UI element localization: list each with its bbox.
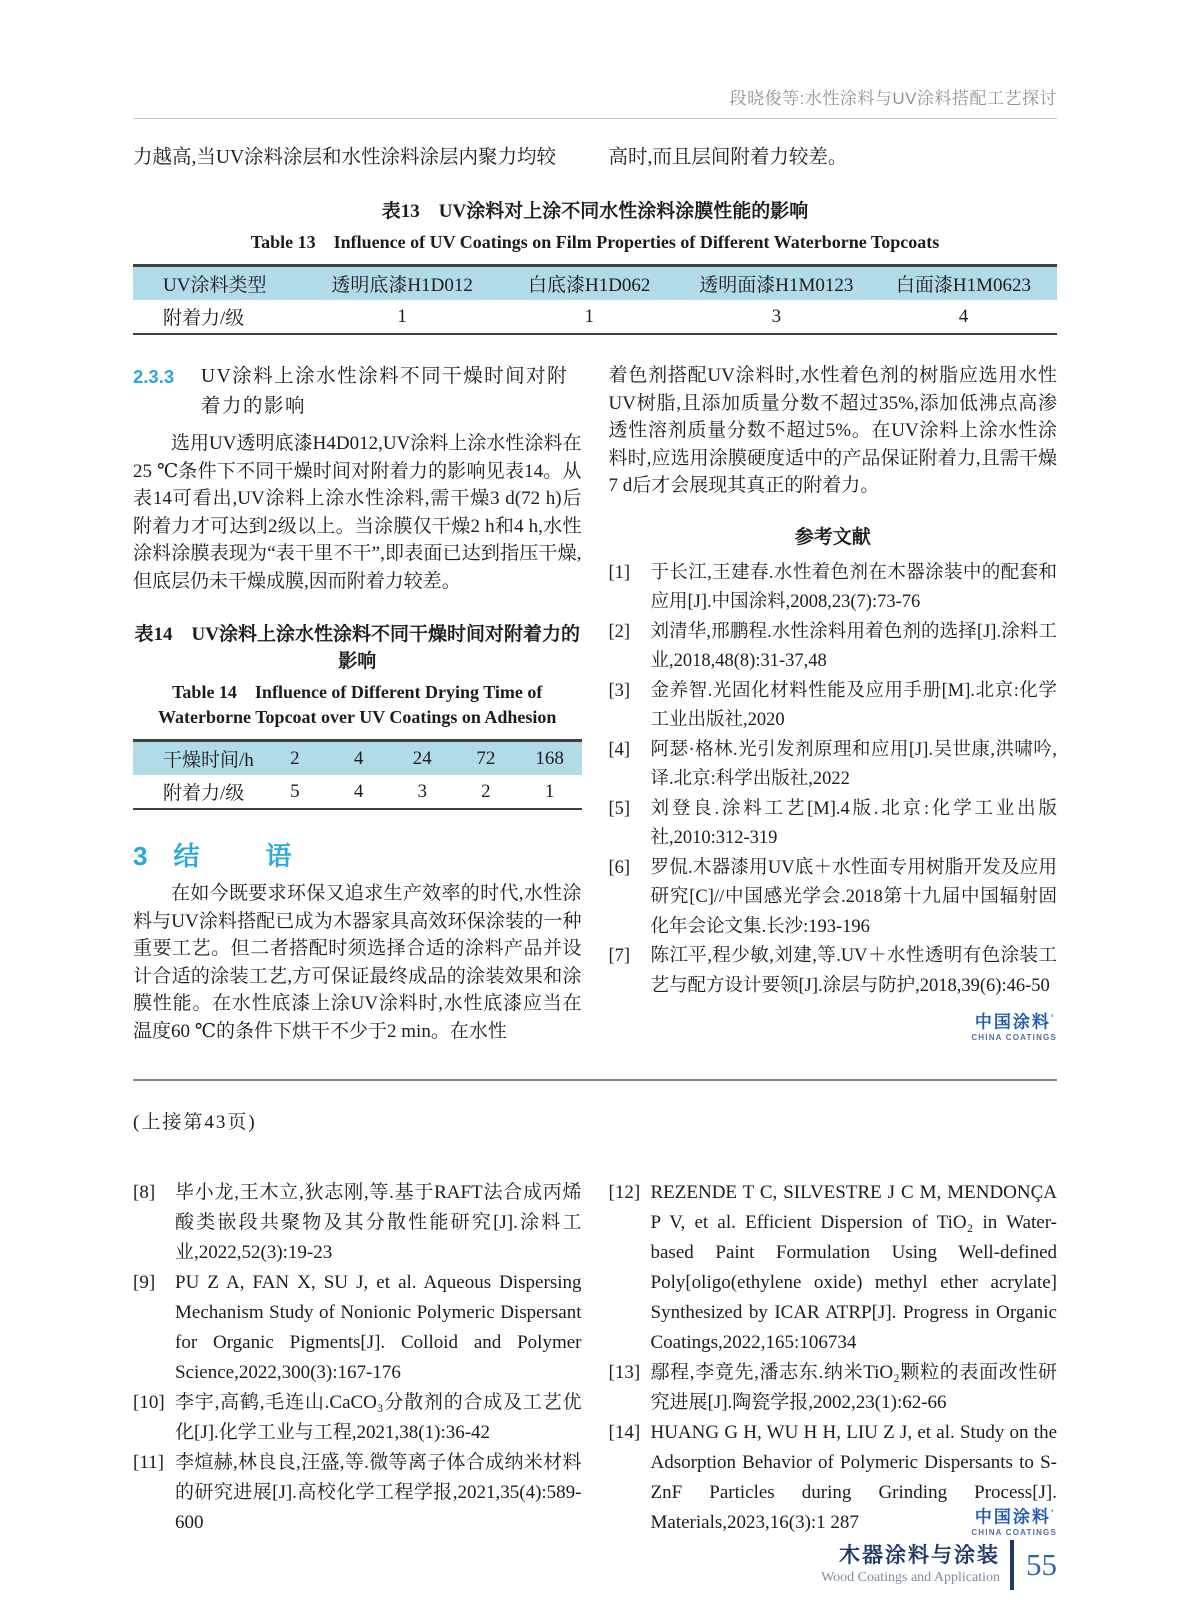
- section-3-heading: [133, 840, 582, 872]
- table13-cell: 1: [584, 305, 594, 327]
- table13-header-cell: UV涂料类型: [133, 266, 309, 301]
- intro-right-line: 高时,而且层间附着力较差。: [608, 147, 848, 168]
- reference-item: [609, 1178, 1058, 1358]
- reference-item: [609, 1358, 1058, 1418]
- logo-trademark-icon: ’: [1050, 1508, 1054, 1518]
- table13: [133, 264, 1057, 335]
- table14-caption-en: Table 14 Influence of Different Drying Time of Waterborne Topcoat over UV Coatings on Adhesion: [158, 682, 557, 727]
- reference-number: [7]: [608, 946, 631, 966]
- reference-item: [609, 795, 1058, 854]
- reference-number: [11]: [133, 1452, 164, 1473]
- table13-caption-cn: 表13 UV涂料对上涂不同水性涂料涂膜性能的影响: [381, 201, 809, 222]
- reference-number: [2]: [608, 621, 631, 642]
- table13-header-row: [133, 266, 1057, 301]
- table14-header-cell: 24: [390, 741, 454, 776]
- table13-cell: 1: [397, 305, 407, 327]
- table13-header-cell: 白面漆H1M0623: [870, 266, 1057, 301]
- table13-header-cell: 透明面漆H1M0123: [683, 266, 870, 301]
- table14-cell: 3: [417, 780, 427, 802]
- table13-data-row: [133, 300, 1057, 334]
- reference-number: [12]: [608, 1182, 641, 1203]
- reference-item: [609, 559, 1058, 618]
- right-top-paragraph: 着色剂搭配UV涂料时,水性着色剂的树脂应选用水性UV树脂,且添加质量分数不超过35%,添加低沸点高渗透性溶剂质量分数不超过5%。在UV涂料上涂水性涂料时,应选用涂膜硬度适中的产品保证附着力,且需干燥7 d后才会展现其真正的附着力。: [608, 365, 1057, 496]
- reference-text: 金养智.光固化材料性能及应用手册[M].北京:化学工业出版社,2020: [650, 680, 1057, 730]
- lower-left-column: [133, 1178, 582, 1540]
- continuation-note: (上接第43页): [133, 1112, 257, 1133]
- table14: [133, 739, 582, 810]
- reference-text: 毕小龙,王木立,狄志刚,等.基于RAFT法合成丙烯酸类嵌段共聚物及其分散性能研究[J].涂料工业,2022,52(3):19-23: [175, 1182, 582, 1263]
- reference-item: [609, 854, 1058, 943]
- logo-subtitle: CHINA COATINGS: [971, 1032, 1057, 1042]
- logo-text: 中国涂料: [974, 1507, 1051, 1527]
- reference-text: 罗侃.木器漆用UV底＋水性面专用树脂开发及应用研究[C]//中国感光学会.2018第十九届中国辐射固化年会论文集.长沙:193-196: [650, 857, 1057, 937]
- reference-text: 李宇,高鹤,毛连山.CaCO₃分散剂的合成及工艺优化[J].化学工业与工程,2021,38(1):36-42: [175, 1392, 582, 1443]
- reference-item: [133, 1268, 582, 1388]
- right-column: [609, 362, 1058, 1045]
- table14-header-cell: 4: [327, 741, 391, 776]
- journal-title-en: Wood Coatings and Application: [821, 1569, 1000, 1585]
- lower-columns: [133, 1178, 1057, 1540]
- reference-text: REZENDE T C, SILVESTRE J C M, MENDONÇA P V, et al. Efficient Dispersion of TiO₂ in Water-based Paint Formulation Using Well-defined Poly[oligo(ethylene oxide) methyl ether acrylate] Synthesized by ICAR ATRP[J]. Progress in Organic Coatings,2022,165:106734: [650, 1182, 1057, 1353]
- table13-cell: 4: [958, 305, 969, 327]
- lower-right-column: [609, 1178, 1058, 1540]
- logo-subtitle: CHINA COATINGS: [971, 1527, 1057, 1537]
- intro-row: [133, 144, 1057, 172]
- reference-item: [609, 677, 1058, 736]
- reference-text: 于长江,王建春.水性着色剂在木器涂装中的配套和应用[J].中国涂料,2008,23(7):73-76: [650, 562, 1057, 612]
- reference-item: [133, 1178, 582, 1268]
- reference-text: 李煊赫,林良良,汪盛,等.微等离子体合成纳米材料的研究进展[J].高校化学工程学报,2021,35(4):589-600: [175, 1452, 582, 1533]
- section-number: 3: [133, 841, 148, 871]
- reference-item: [609, 618, 1058, 677]
- section-number: 2.3.3: [133, 366, 175, 387]
- reference-number: [6]: [608, 857, 631, 878]
- section-2-3-3-paragraph: 选用UV透明底漆H4D012,UV涂料上涂水性涂料在25 ℃条件下不同干燥时间对附着力的影响见表14。从表14可看出,UV涂料上涂水性涂料,需干燥3 d(72 h)后附着力才可达到2级以上。当涂膜仅干燥2 h和4 h,水性涂料涂膜表现为“表干里不干”,即表面已达到指压干燥,但底层仍未干燥成膜,因而附着力较差。: [133, 433, 582, 592]
- table13-header-cell: 白底漆H1D062: [496, 266, 683, 301]
- table14-header-cell: 72: [454, 741, 518, 776]
- table14-data-row: [133, 775, 582, 809]
- reference-text: 陈江平,程少敏,刘建,等.UV＋水性透明有色涂装工艺与配方设计要领[J].涂层与防护,2018,39(6):46-50: [650, 946, 1057, 996]
- table13-header-cell: 透明底漆H1D012: [309, 266, 496, 301]
- reference-number: [10]: [133, 1392, 165, 1413]
- section-2-3-3-heading: [133, 362, 582, 422]
- table14-header-cell: 干燥时间/h: [133, 741, 263, 776]
- references-heading: 参考文献: [794, 526, 871, 548]
- table13-caption-en: Table 13 Influence of UV Coatings on Film Properties of Different Waterborne Topcoats: [250, 232, 940, 252]
- reference-number: [3]: [608, 680, 631, 701]
- reference-text: 阿瑟·格林.光引发剂原理和应用[J].吴世康,洪啸吟,译.北京:科学出版社,2022: [650, 739, 1057, 789]
- section-divider: [133, 1079, 1057, 1081]
- reference-item: [609, 942, 1058, 1001]
- left-column: [133, 362, 582, 1045]
- reference-item: [133, 1388, 582, 1448]
- section-title: UV涂料上涂水性涂料不同干燥时间对附着力的影响: [201, 366, 569, 417]
- reference-number: [14]: [608, 1422, 641, 1443]
- reference-number: [5]: [608, 798, 631, 819]
- reference-number: [9]: [133, 1272, 156, 1293]
- main-columns: [133, 362, 1057, 1045]
- header-rule: [133, 118, 1057, 119]
- reference-text: 刘登良.涂料工艺[M].4版.北京:化学工业出版社,2010:312-319: [650, 798, 1057, 848]
- table14-header-cell: 168: [518, 741, 582, 776]
- reference-text: PU Z A, FAN X, SU J, et al. Aqueous Dispersing Mechanism Study of Nonionic Polymeric Dispersant for Organic Pigments[J]. Colloid and Polymer Science,2022,300(3):167-176: [175, 1272, 582, 1383]
- table14-caption-cn: 表14 UV涂料上涂水性涂料不同干燥时间对附着力的影响: [134, 624, 580, 672]
- table14-cell: 5: [290, 780, 300, 802]
- reference-text: 刘清华,邢鹏程.水性涂料用着色剂的选择[J].涂料工业,2018,48(8):31-37,48: [650, 621, 1057, 671]
- table14-header-cell: 2: [263, 741, 327, 776]
- conclusion-paragraph: 在如今既要求环保又追求生产效率的时代,水性涂料与UV涂料搭配已成为木器家具高效环保涂装的一种重要工艺。但二者搭配时须选择合适的涂料产品并设计合适的涂装工艺,方可保证最终成品的涂装效果和涂膜性能。在水性底漆上涂UV涂料时,水性底漆应当在温度60 ℃的条件下烘干不少于2 min。在水性: [133, 883, 582, 1042]
- intro-left-line: 力越高,当UV涂料涂层和水性涂料涂层内聚力均较: [133, 147, 557, 168]
- table14-header-row: [133, 741, 582, 776]
- table14-cell: 2: [481, 780, 491, 802]
- reference-item: [133, 1448, 582, 1538]
- reference-text: HUANG G H, WU H H, LIU Z J, et al. Study on the Adsorption Behavior of Polymeric Dispersants to S-ZnF Particles during Grinding Process[J]. Materials,2023,16(3):1 287: [650, 1422, 1057, 1533]
- table14-cell: 附着力/级: [163, 783, 245, 804]
- reference-item: [609, 736, 1058, 795]
- china-coatings-logo: [609, 1009, 1058, 1045]
- reference-text: 鄢程,李竟先,潘志东.纳米TiO₂颗粒的表面改性研究进展[J].陶瓷学报,2002,23(1):62-66: [650, 1362, 1057, 1413]
- page-number: 55: [1026, 1546, 1057, 1582]
- footer-divider-bar: [1010, 1540, 1014, 1590]
- reference-number: [1]: [608, 562, 631, 583]
- reference-number: [4]: [608, 739, 631, 760]
- logo-text: 中国涂料: [974, 1012, 1051, 1032]
- reference-number: [13]: [608, 1362, 641, 1383]
- table14-cell: 1: [544, 780, 555, 802]
- journal-title-cn: 木器涂料与涂装: [839, 1543, 1000, 1567]
- table14-cell: 4: [353, 780, 364, 802]
- page-footer: [133, 1540, 1057, 1590]
- table13-cell: 附着力/级: [163, 308, 245, 329]
- section-title: 结 语: [173, 841, 312, 871]
- table13-cell: 3: [771, 305, 782, 327]
- reference-number: [8]: [133, 1182, 156, 1203]
- logo-trademark-icon: ’: [1050, 1013, 1054, 1023]
- running-head: 段晓俊等:水性涂料与UV涂料搭配工艺探讨: [729, 89, 1057, 108]
